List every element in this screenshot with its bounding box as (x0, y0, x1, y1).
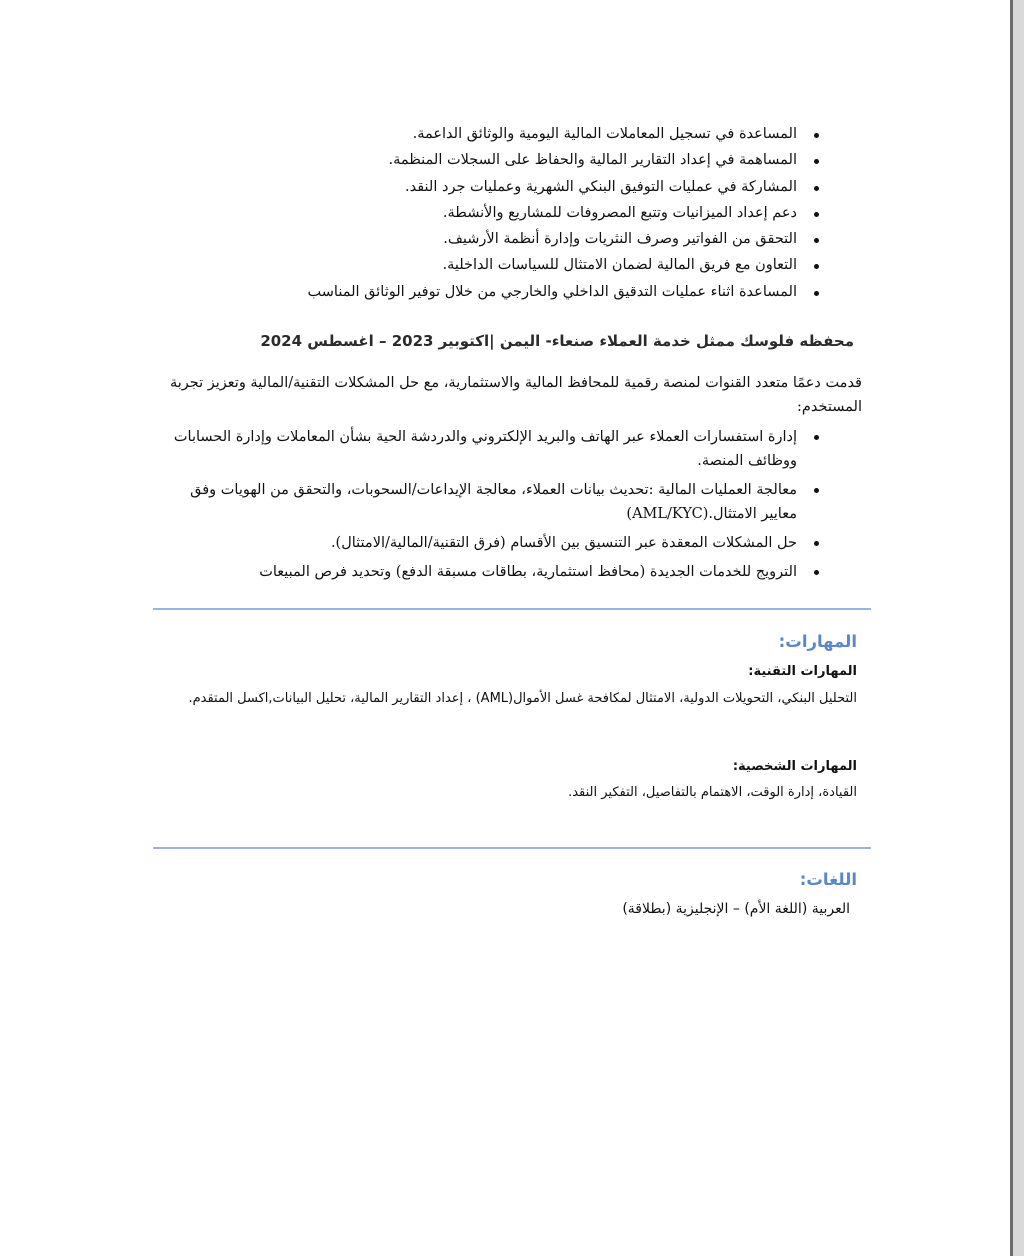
job-tasks-list (152, 425, 797, 589)
technical-skills-heading: المهارات التقنية: (748, 664, 857, 679)
personal-skills-heading: المهارات الشخصية: (732, 759, 857, 774)
skills-heading: المهارات: (778, 632, 857, 651)
technical-skills-text: التحليل البنكي، التحويلات الدولية، الامتثال لمكافحة غسل الأموال(AML) ، إعداد التقارير المالية، تحليل البيانات,اكسل المتقدم. (188, 691, 857, 706)
languages-text: العربية (اللغة الأم) – الإنجليزية (بطلاقة) (622, 901, 850, 917)
section-divider (153, 608, 871, 610)
languages-heading: اللغات: (799, 870, 857, 889)
list-item: معالجة العمليات المالية :تحديث بيانات العملاء، معالجة الإيداعات/السحوبات، والتحقق من الهويات وفق معايير الامتثال.(AML/KYC) (152, 478, 797, 526)
previous-duties-list (260, 121, 797, 305)
list-item: المساعدة اثناء عمليات التدقيق الداخلي والخارجي من خلال توفير الوثائق المناسب (260, 279, 797, 305)
list-item: الترويج للخدمات الجديدة (محافظ استثمارية، بطاقات مسبقة الدفع) وتحديد فرص المبيعات (152, 560, 797, 584)
list-item: المشاركة في عمليات التوفيق البنكي الشهرية وعمليات جرد النقد. (260, 174, 797, 200)
list-item: دعم إعداد الميزانيات وتتبع المصروفات للمشاريع والأنشطة. (260, 200, 797, 226)
list-item: المساعدة في تسجيل المعاملات المالية اليومية والوثائق الداعمة. (260, 121, 797, 147)
section-divider (153, 847, 871, 849)
list-item: التحقق من الفواتير وصرف النثريات وإدارة أنظمة الأرشيف. (260, 226, 797, 252)
list-item: التعاون مع فريق المالية لضمان الامتثال للسياسات الداخلية. (260, 252, 797, 278)
personal-skills-text: القيادة، إدارة الوقت، الاهتمام بالتفاصيل، التفكير النقد. (568, 785, 857, 800)
job-title: محفظه فلوسك ممثل خدمة العملاء صنعاء- اليمن |اكتوبير 2023 – اغسطس 2024 (260, 332, 854, 350)
list-item: المساهمة في إعداد التقارير المالية والحفاظ على السجلات المنظمة. (260, 147, 797, 173)
list-item: حل المشكلات المعقدة عبر التنسيق بين الأقسام (فرق التقنية/المالية/الامتثال). (152, 531, 797, 555)
page-background-strip (1013, 0, 1024, 1256)
job-intro: قدمت دعمًا متعدد القنوات لمنصة رقمية للمحافظ المالية والاستثمارية، مع حل المشكلات التقنية/المالية وتعزيز تجربة المستخدم: (169, 375, 862, 415)
list-item: إدارة استفسارات العملاء عبر الهاتف والبريد الإلكتروني والدردشة الحية بشأن المعاملات وإدارة الحسابات ووظائف المنصة. (152, 425, 797, 473)
